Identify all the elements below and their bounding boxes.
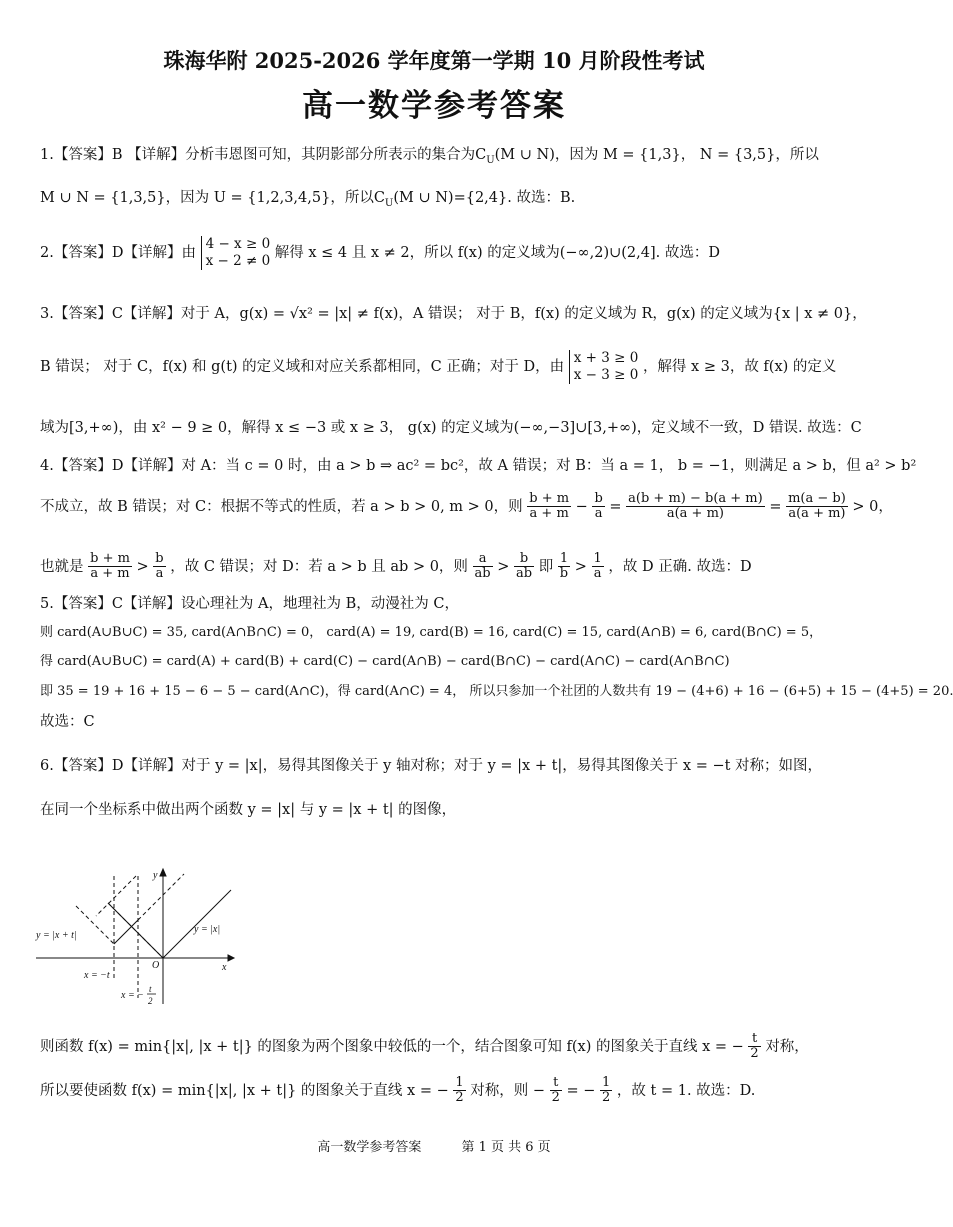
q4-line-1: 4.【答案】D【详解】对 A：当 c = 0 时，由 a > b ⇒ ac² = bc²，故 A 错误；对 B：当 a = 1， b = −1，则满足 a > b，但 a² > b²: [40, 458, 917, 474]
q5-line-3: 得 card(A∪B∪C) = card(A) + card(B) + card(C) − card(A∩B) − card(B∩C) − card(A∩C) − card(A∩B∩C): [40, 654, 730, 669]
q5-line-4: 即 35 = 19 + 16 + 15 − 6 − 5 − card(A∩C)，得 card(A∩C) = 4， 所以只参加一个社团的人数共有 19 − (4+6) + 16 − (6+5) + 15 − (4+5) = 20.: [40, 684, 953, 699]
q1-line-1: 1.【答案】B 【详解】分析韦恩图可知，其阴影部分所表示的集合为$C_U(M$ ∪ N)，因为 M = {1,3}， N = {3,5}，所以: [40, 147, 819, 166]
fraction: $\frac{t}{2}$: [750, 1031, 759, 1062]
absolute-value-graph: [36, 866, 236, 1006]
label-x-equals-minus-t: x = −t: [84, 970, 110, 981]
label-y-abs-x: y = |x|: [194, 924, 221, 935]
exam-title: 珠海华附 2025-2026 学年度第一学期 10 月阶段性考试: [163, 48, 705, 73]
q6-line-1: 6.【答案】D【详解】对于 y = |x|，易得其图像关于 y 轴对称；对于 y = |x + t|，易得其图像关于 x = −t 对称；如图，: [40, 758, 823, 774]
q6-line-2: 在同一个坐标系中做出两个函数 y = |x| 与 y = |x + t| 的图像，: [40, 802, 457, 818]
fraction: $\frac{a(b + m) - b(a + m)}{a(a + m)}$: [628, 491, 763, 522]
q2-system: 4 − x ≥ 0 x − 2 ≠ 0: [201, 236, 271, 270]
q5-line-5: 故选：C: [40, 714, 95, 730]
y-abs-x-plus-t-right-dashed: [138, 874, 184, 920]
fraction: $\frac{a}{ab}$: [474, 551, 491, 582]
label-x-equals-minus: x = −: [121, 990, 144, 1001]
fraction: $\frac{b}{ab}$: [516, 551, 533, 582]
q4-line-3: 也就是 $\frac{b + m}{a + m}$ > $\frac{b}{a}$ ，故 C 错误；对 D：若 a > b 且 ab > 0，则 $\frac{a}{ab}$ > $\frac{b}{ab}$ 即 $\frac{1}{b}$ > $\frac{1}{a}$ ，故 D 正确. 故选：D: [40, 551, 752, 582]
fraction: $\frac{b + m}{a + m}$: [90, 551, 130, 582]
footer-page-number: 第 1 页 共 6 页: [461, 1140, 551, 1155]
fraction: $\frac{1}{a}$: [593, 551, 602, 582]
q3-line-2: B 错误； 对于 C，f(x) 和 g(t) 的定义域和对应关系都相同，C 正确；对于 D，由 x + 3 ≥ 0 x − 3 ≥ 0 ，解得 x ≥ 3，故 f(x) 的定义: [40, 350, 837, 383]
y-abs-x-plus-t-left: [76, 906, 114, 944]
label-t-numerator: t: [149, 984, 152, 994]
y-abs-x-plus-t-right-solid: [114, 920, 138, 944]
label-x-axis: x: [222, 962, 227, 973]
answer-key-heading: 高一数学参考答案: [302, 88, 566, 124]
fraction: $\frac{b}{a}$: [155, 551, 164, 582]
q6-line-4: 所以要使函数 f(x) = min{|x|, |x + t|} 的图象关于直线 x = − $\frac{1}{2}$ 对称，则 − $\frac{t}{2}$ = − $\frac{1}{2}$ ，故 t = 1. 故选：D.: [40, 1075, 756, 1106]
fraction: $\frac{1}{2}$: [602, 1075, 611, 1106]
fraction: $\frac{m(a - b)}{a(a + m)}$: [788, 491, 846, 522]
fraction: $\frac{1}{2}$: [455, 1075, 464, 1106]
q1-line-2: M ∪ N = {1,3,5}，因为 U = {1,2,3,4,5}，所以$C_U(M$ ∪ N)={2,4}. 故选：B.: [40, 190, 576, 209]
q3-line-1: 3.【答案】C【详解】对于 A，g(x) = √x² = |x| ≠ f(x)，A 错误； 对于 B，f(x) 的定义域为 R，g(x) 的定义域为{x | x ≠ 0}，: [40, 306, 867, 322]
label-2-denominator: 2: [148, 996, 153, 1006]
fraction: $\frac{1}{b}$: [559, 551, 569, 582]
fraction: $\frac{b}{a}$: [594, 491, 603, 522]
page-footer: [0, 1140, 868, 1156]
footer-doc-title: 高一数学参考答案: [317, 1140, 422, 1155]
label-y-axis: y: [153, 870, 158, 881]
q3-line-3: 域为[3,+∞)，由 x² − 9 ≥ 0，解得 x ≤ −3 或 x ≥ 3， g(x) 的定义域为(−∞,−3]∪[3,+∞)，定义域不一致，D 错误. 故选：C: [40, 420, 862, 436]
q3-system: x + 3 ≥ 0 x − 3 ≥ 0: [569, 350, 639, 384]
q2-line: 2.【答案】D【详解】由 4 − x ≥ 0 x − 2 ≠ 0 解得 x ≤ 4 且 x ≠ 2，所以 f(x) 的定义域为(−∞,2)∪(2,4]. 故选：D: [40, 236, 720, 269]
fraction: $\frac{b + m}{a + m}$: [529, 491, 570, 522]
fraction: $\frac{t}{2}$: [551, 1075, 560, 1106]
q5-line-1: 5.【答案】C【详解】设心理社为 A，地理社为 B，动漫社为 C，: [40, 596, 459, 612]
y-abs-x-left-dashed: [96, 876, 136, 916]
q5-line-2: 则 card(A∪B∪C) = 35, card(A∩B∩C) = 0， card(A) = 19, card(B) = 16, card(C) = 15, card(A∩B) = 6, card(B∩C) = 5，: [40, 625, 823, 640]
label-origin: O: [152, 960, 160, 971]
x-axis-arrow: [228, 955, 234, 961]
label-y-abs-x-plus-t: y = |x + t|: [36, 930, 77, 941]
q4-line-2: 不成立，故 B 错误；对 C：根据不等式的性质，若 a > b > 0, m > 0，则 $\frac{b + m}{a + m}$ − $\frac{b}{a}$ = $\frac{a(b + m) - b(a + m)}{a(a + m)}$ = $\frac{m(a - b)}{a(a + m)}$ > 0，: [40, 491, 893, 522]
q6-line-3: 则函数 f(x) = min{|x|, |x + t|} 的图象为两个图象中较低的一个，结合图象可知 f(x) 的图象关于直线 x = − $\frac{t}{2}$ 对称，: [40, 1031, 809, 1062]
y-axis-arrow: [160, 869, 166, 876]
